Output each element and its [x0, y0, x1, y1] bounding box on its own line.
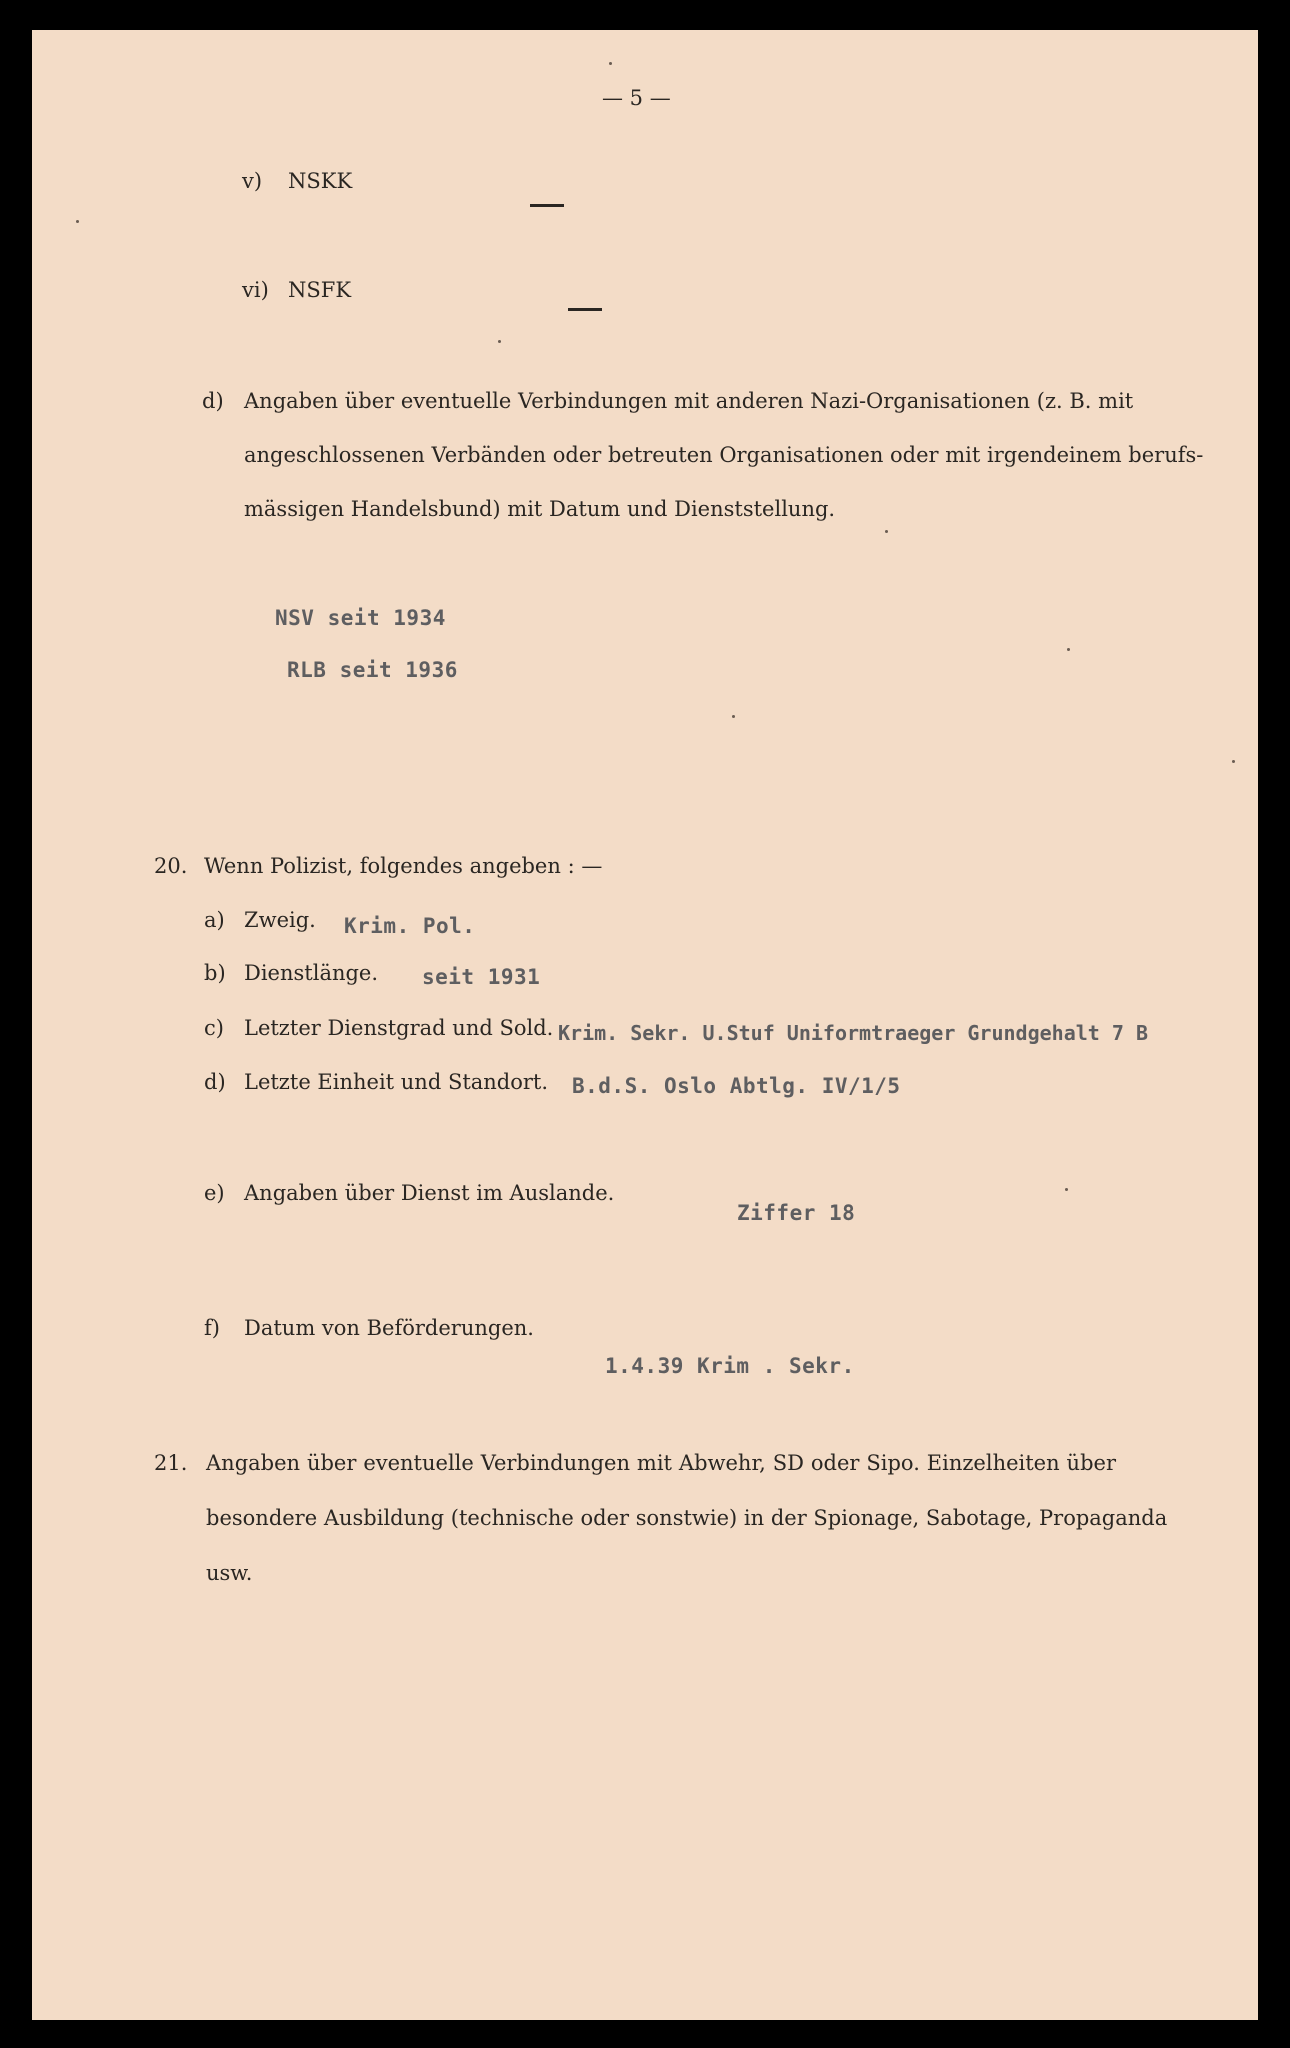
paper-speck	[1067, 648, 1070, 651]
question-20d-text: Letzte Einheit und Standort.	[244, 1070, 549, 1094]
question-20-number: 20.	[154, 854, 188, 878]
section-v-label: v)	[242, 169, 263, 193]
question-21-line-1: Angaben über eventuelle Verbindungen mit Abwehr, SD oder Sipo. Einzelheiten über	[206, 1451, 1116, 1475]
paper-speck	[76, 220, 79, 223]
paper-speck	[498, 340, 501, 343]
question-20e-label: e)	[204, 1181, 225, 1205]
paper-speck	[609, 62, 612, 65]
section-d-label: d)	[202, 389, 224, 413]
question-20b-answer: seit 1931	[422, 965, 541, 989]
section-vi-blank-dash	[568, 308, 602, 311]
paper-speck	[732, 715, 735, 718]
section-d-line-2: angeschlossenen Verbänden oder betreuten Organisationen oder mit irgendeinem berufs-	[244, 443, 1204, 467]
question-21-line-3: usw.	[206, 1561, 253, 1585]
question-20d-answer: B.d.S. Oslo Abtlg. IV/1/5	[572, 1074, 901, 1098]
question-21-line-2: besondere Ausbildung (technische oder sonstwie) in der Spionage, Sabotage, Propaganda	[206, 1506, 1168, 1530]
section-vi-text: NSFK	[288, 278, 352, 302]
section-v-text: NSKK	[288, 169, 353, 193]
question-20e-answer: Ziffer 18	[737, 1201, 856, 1225]
question-20-text: Wenn Polizist, folgendes angeben : —	[204, 854, 603, 878]
paper-speck	[885, 530, 888, 533]
question-20f-answer: 1.4.39 Krim . Sekr.	[605, 1354, 855, 1378]
question-21-number: 21.	[154, 1451, 188, 1475]
section-d-line-1: Angaben über eventuelle Verbindungen mit anderen Nazi-Organisationen (z. B. mit	[244, 389, 1134, 413]
question-20f-label: f)	[204, 1316, 220, 1340]
question-20b-text: Dienstlänge.	[244, 961, 379, 985]
question-20c-text: Letzter Dienstgrad und Sold.	[244, 1016, 554, 1040]
document-page	[32, 30, 1258, 2020]
question-20a-label: a)	[204, 908, 225, 932]
section-d-answer-2: RLB seit 1936	[287, 658, 458, 682]
section-vi-label: vi)	[242, 278, 269, 302]
question-20a-text: Zweig.	[244, 908, 316, 932]
page-number: — 5 —	[602, 86, 671, 110]
question-20b-label: b)	[204, 961, 226, 985]
question-20a-answer: Krim. Pol.	[344, 914, 476, 938]
section-d-line-3: mässigen Handelsbund) mit Datum und Dienststellung.	[244, 497, 836, 521]
paper-speck	[1065, 1188, 1068, 1191]
question-20f-text: Datum von Beförderungen.	[244, 1316, 534, 1340]
question-20c-label: c)	[204, 1016, 224, 1040]
section-d-answer-1: NSV seit 1934	[275, 606, 446, 630]
paper-speck	[1232, 760, 1235, 763]
question-20c-answer: Krim. Sekr. U.Stuf Uniformtraeger Grundgehalt 7 B	[558, 1021, 1149, 1045]
question-20d-label: d)	[204, 1070, 226, 1094]
question-20e-text: Angaben über Dienst im Auslande.	[244, 1181, 615, 1205]
section-v-blank-dash	[530, 204, 564, 207]
